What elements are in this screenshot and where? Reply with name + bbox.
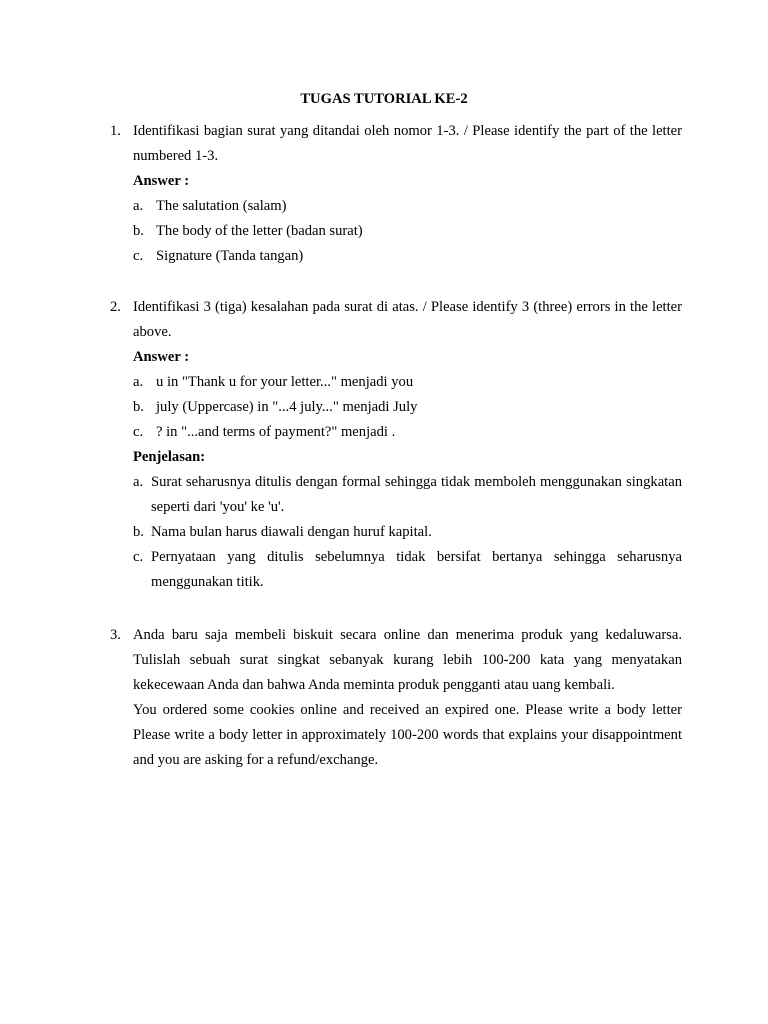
answer-item xyxy=(133,194,682,219)
explanation-marker: a. xyxy=(133,474,144,490)
answer-text: july (Uppercase) in "...4 july..." menjadi July xyxy=(156,399,418,415)
answer-label: Answer : xyxy=(133,349,190,365)
answer-item xyxy=(133,219,682,244)
question-number: 1. xyxy=(110,123,121,139)
answer-text: The body of the letter (badan surat) xyxy=(156,223,363,239)
answer-label: Answer : xyxy=(133,173,190,189)
explanation-text: Nama bulan harus diawali dengan huruf kapital. xyxy=(151,524,432,540)
question-3 xyxy=(110,623,682,773)
answer-text: ? in "...and terms of payment?" menjadi . xyxy=(156,424,396,440)
answer-marker: c. xyxy=(133,424,144,440)
question-prompt: Identifikasi 3 (tiga) kesalahan pada surat di atas. / Please identify 3 (three) errors in the letter above. xyxy=(133,299,682,340)
answer-item xyxy=(133,420,682,445)
answer-marker: c. xyxy=(133,248,144,264)
question-1 xyxy=(110,119,682,269)
explanation-item xyxy=(133,520,682,545)
question-body xyxy=(133,623,682,773)
explanation-item xyxy=(133,545,682,595)
question-body xyxy=(133,119,682,269)
explanation-marker: b. xyxy=(133,524,144,540)
question-2 xyxy=(110,295,682,595)
question-body xyxy=(133,295,682,595)
answer-item xyxy=(133,395,682,420)
answer-marker: a. xyxy=(133,374,144,390)
explanation-label: Penjelasan: xyxy=(133,449,206,465)
question-prompt-english: You ordered some cookies online and received an expired one. Please write a body letter Please write a body letter in approximately 100-200 words that explains your disappointment and you are asking for a refund/exchange. xyxy=(133,702,682,768)
question-number: 3. xyxy=(110,627,121,643)
explanation-item xyxy=(133,470,682,520)
answer-marker: b. xyxy=(133,399,144,415)
answer-text: Signature (Tanda tangan) xyxy=(156,248,304,264)
question-prompt: Identifikasi bagian surat yang ditandai oleh nomor 1-3. / Please identify the part of the letter numbered 1-3. xyxy=(133,123,682,164)
answer-item xyxy=(133,244,682,269)
answer-marker: a. xyxy=(133,198,144,214)
explanation-marker: c. xyxy=(133,549,144,565)
answer-marker: b. xyxy=(133,223,144,239)
document-title: TUGAS TUTORIAL KE-2 xyxy=(300,91,468,107)
question-prompt-indonesian: Anda baru saja membeli biskuit secara online dan menerima produk yang kedaluwarsa. Tulislah sebuah surat singkat sebanyak kurang lebih 100-200 kata yang menyatakan kekecewaan Anda dan bahwa Anda meminta produk pengganti atau uang kembali. xyxy=(133,627,682,693)
answer-text: The salutation (salam) xyxy=(156,198,287,214)
answer-item xyxy=(133,370,682,395)
explanation-text: Surat seharusnya ditulis dengan formal sehingga tidak memboleh menggunakan singkatan seperti dari 'you' ke 'u'. xyxy=(151,474,682,515)
question-number: 2. xyxy=(110,299,121,315)
answer-text: u in "Thank u for your letter..." menjadi you xyxy=(156,374,414,390)
explanation-text: Pernyataan yang ditulis sebelumnya tidak bersifat bertanya sehingga seharusnya menggunakan titik. xyxy=(151,549,682,590)
